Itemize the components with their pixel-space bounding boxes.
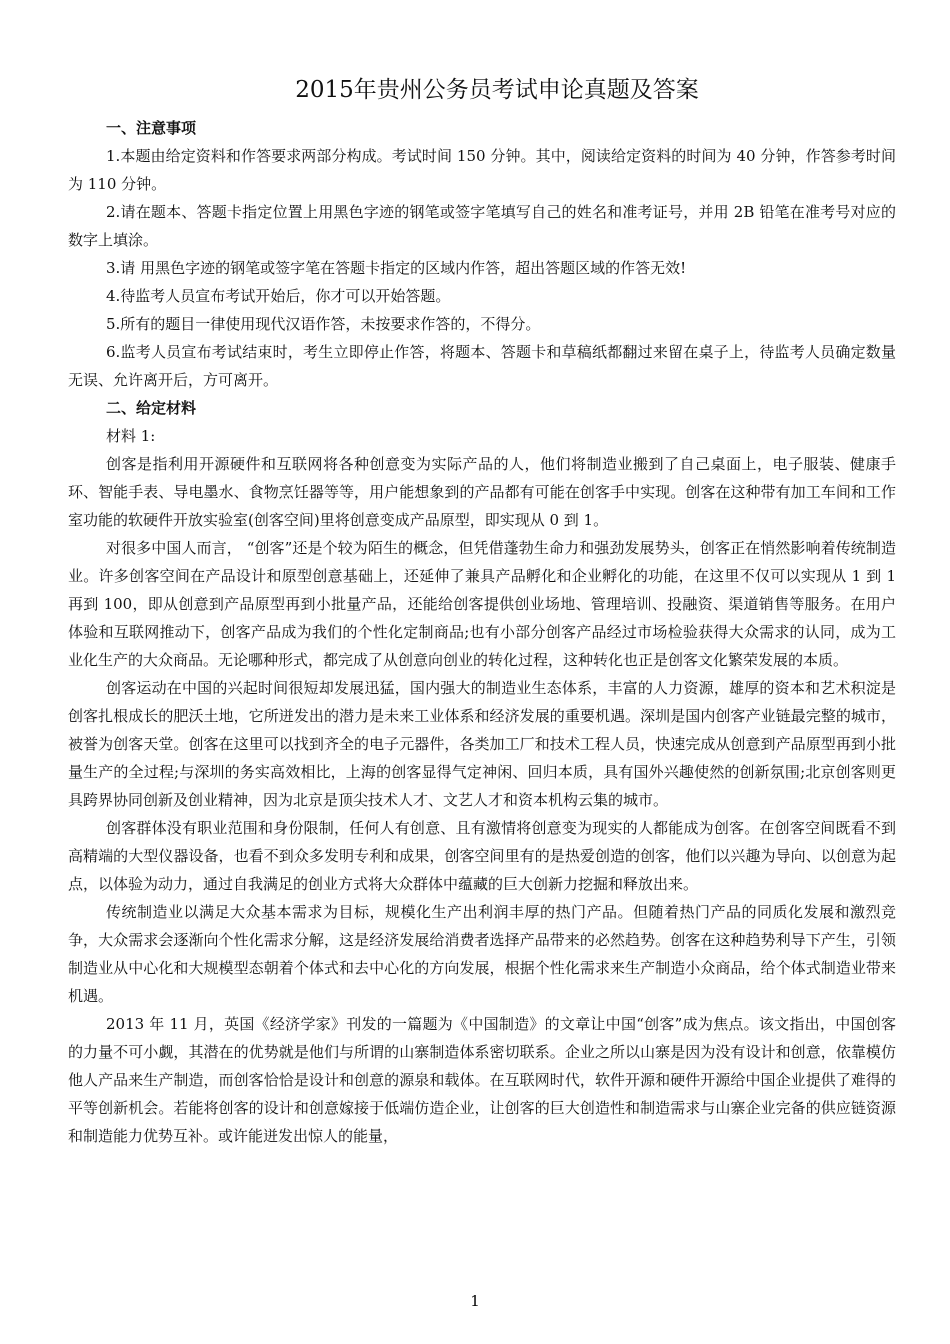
note-item: 6.监考人员宣布考试结束时，考生立即停止作答，将题本、答题卡和草稿纸都翻过来留在桌子上，待监考人员确定数量无误、允许离开后，方可离开。 (68, 343, 896, 389)
note-item: 2.请在题本、答题卡指定位置上用黑色字迹的钢笔或签字笔填写自己的姓名和准考证号，并用 2B 铅笔在准考号对应的数字上填涂。 (68, 203, 896, 249)
page-number: 1 (470, 1292, 480, 1310)
material-paragraph: 创客是指利用开源硬件和互联网将各种创意变为实际产品的人，他们将制造业搬到了自己桌面上，电子服装、健康手环、智能手表、导电墨水、食物烹饪器等等，用户能想象到的产品都有可能在创客手中实现。创客在这种带有加工车间和工作室功能的软硬件开放实验室(创客空间)里将创意变成产品原型，即实现从 0 到 1。 (68, 455, 896, 529)
note-item: 3.请 用黑色字迹的钢笔或签字笔在答题卡指定的区域内作答，超出答题区域的作答无效! (106, 259, 687, 277)
material-paragraph: 创客运动在中国的兴起时间很短却发展迅猛，国内强大的制造业生态体系，丰富的人力资源，雄厚的资本和艺术积淀是创客扎根成长的肥沃土地，它所迸发出的潜力是未来工业体系和经济发展的重要机遇。深圳是国内创客产业链最完整的城市，被誉为创客天堂。创客在这里可以找到齐全的电子元器件，各类加工厂和技术工程人员，快速完成从创意到产品原型再到小批量生产的全过程;与深圳的务实高效相比，上海的创客显得气定神闲、回归本质，具有国外兴趣使然的创新氛围;北京创客则更具跨界协同创新及创业精神，因为北京是顶尖技术人才、文艺人才和资本机构云集的城市。 (68, 679, 896, 809)
note-item: 1.本题由给定资料和作答要求两部分构成。考试时间 150 分钟。其中，阅读给定资料的时间为 40 分钟，作答参考时间为 110 分钟。 (68, 147, 896, 193)
material-paragraph: 2013 年 11 月，英国《经济学家》刊发的一篇题为《中国制造》的文章让中国“创客”成为焦点。该文指出，中国创客的力量不可小觑，其潜在的优势就是他们与所谓的山寨制造体系密切联系。企业之所以山寨是因为没有设计和创意，依靠模仿他人产品来生产制造，而创客恰恰是设计和创意的源泉和载体。在互联网时代，软件开源和硬件开源给中国企业提供了难得的平等创新机会。若能将创客的设计和创意嫁接于低端仿造企业，让创客的巨大创造性和制造需求与山寨企业完备的供应链资源和制造能力优势互补。或许能迸发出惊人的能量， (68, 1015, 896, 1145)
material-paragraph: 传统制造业以满足大众基本需求为目标，规模化生产出利润丰厚的热门产品。但随着热门产品的同质化发展和激烈竞争，大众需求会逐渐向个性化需求分解，这是经济发展给消费者选择产品带来的必然趋势。创客在这种趋势利导下产生，引领制造业从中心化和大规模型态朝着个体式和去中心化的方向发展，根据个性化需求来生产制造小众商品，给个体式制造业带来机遇。 (68, 903, 896, 1005)
document-title: 2015年贵州公务员考试申论真题及答案 (295, 77, 699, 103)
material-label: 材料 1: (106, 427, 156, 445)
material-paragraph: 创客群体没有职业范围和身份限制，任何人有创意、且有激情将创意变为现实的人都能成为创客。在创客空间既看不到高精端的大型仪器设备，也看不到众多发明专利和成果，创客空间里有的是热爱创造的创客，他们以兴趣为导向、以创意为起点，以体验为动力，通过自我满足的创业方式将大众群体中蕴藏的巨大创新力挖掘和释放出来。 (68, 819, 896, 893)
note-item: 5.所有的题目一律使用现代汉语作答，未按要求作答的，不得分。 (106, 315, 541, 333)
note-item: 4.待监考人员宣布考试开始后，你才可以开始答题。 (106, 287, 451, 305)
section-heading-materials: 二、给定材料 (106, 399, 197, 417)
section-heading-notes: 一、注意事项 (106, 119, 197, 137)
material-paragraph: 对很多中国人而言， “创客”还是个较为陌生的概念，但凭借蓬勃生命力和强劲发展势头，创客正在悄然影响着传统制造业。许多创客空间在产品设计和原型创意基础上，还延伸了兼具产品孵化和企业孵化的功能，在这里不仅可以实现从 1 到 1 再到 100，即从创意到产品原型再到小批量产品，还能给创客提供创业场地、管理培训、投融资、渠道销售等服务。在用户体验和互联网推动下，创客产品成为我们的个性化定制商品;也有小部分创客产品经过市场检验获得大众需求的认同，成为工业化生产的大众商品。无论哪种形式，都完成了从创意向创业的转化过程，这种转化也正是创客文化繁荣发展的本质。 (68, 539, 896, 669)
